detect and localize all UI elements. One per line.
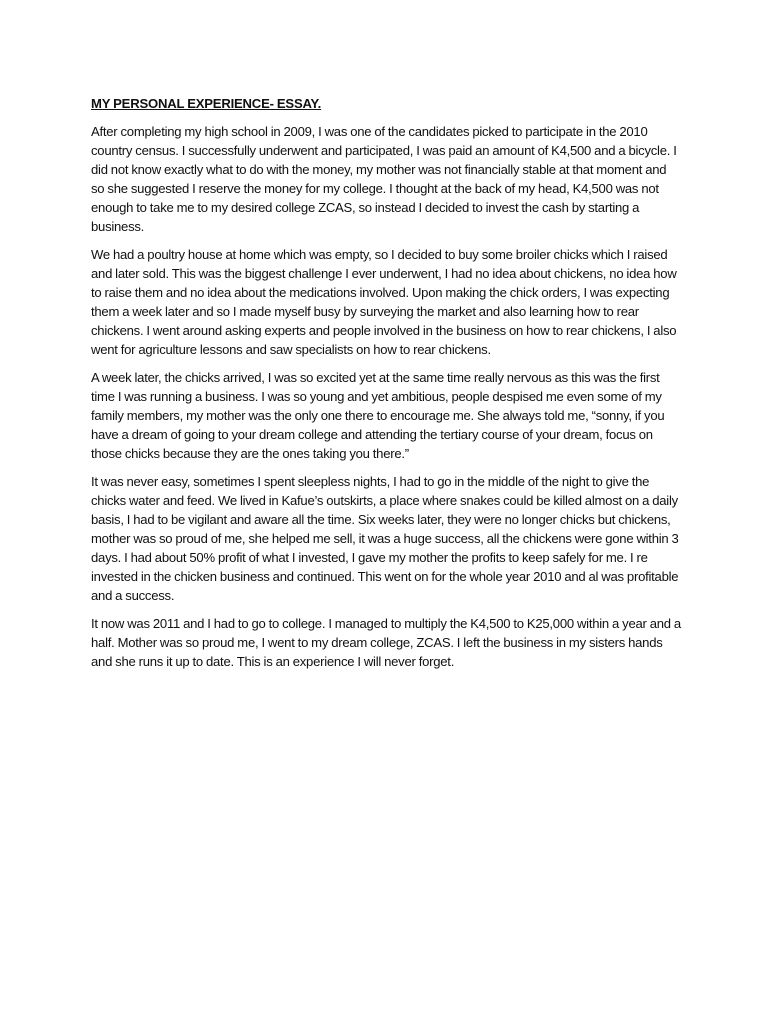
essay-paragraph-3: A week later, the chicks arrived, I was so excited yet at the same time really nervous as this was the first time I was running a business. I was so young and yet ambitious, people despised me even some of my family members, my mother was the only one there to encourage me. She always told me, “sonny, if you have a dream of going to your dream college and attending the tertiary course of your dream, focus on those chicks because they are the ones taking you there.” <box>91 370 665 461</box>
essay-paragraph-2: We had a poultry house at home which was empty, so I decided to buy some broiler chicks which I raised and later sold. This was the biggest challenge I ever underwent, I had no idea about chickens, no idea how to raise them and no idea about the medications involved. Upon making the chick orders, I was expecting them a week later and so I made myself busy by surveying the market and also learning how to rear chickens. I went around asking experts and people involved in the business on how to rear chickens, I also went for agriculture lessons and saw specialists on how to rear chickens. <box>91 247 677 357</box>
essay-paragraph-1: After completing my high school in 2009, I was one of the candidates picked to participate in the 2010 country census. I successfully underwent and participated, I was paid an amount of K4,500 and a bicycle. I did not know exactly what to do with the money, my mother was not financially stable at that moment and so she suggested I reserve the money for my college. I thought at the back of my head, K4,500 was not enough to take me to my desired college ZCAS, so instead I decided to invest the cash by starting a business. <box>91 124 677 234</box>
essay-paragraph-4: It was never easy, sometimes I spent sleepless nights, I had to go in the middle of the night to give the chicks water and feed. We lived in Kafue’s outskirts, a place where snakes could be killed almost on a daily basis, I had to be vigilant and aware all the time. Six weeks later, they were no longer chicks but chickens, mother was so proud of me, she helped me sell, it was a huge success, all the chickens were gone within 3 days. I had about 50% profit of what I invested, I gave my mother the profits to keep safely for me. I re invested in the chicken business and continued. This went on for the whole year 2010 and al was profitable and a success. <box>91 474 679 603</box>
document-page <box>91 94 681 680</box>
essay-paragraph-5: It now was 2011 and I had to go to college. I managed to multiply the K4,500 to K25,000 within a year and a half. Mother was so proud me, I went to my dream college, ZCAS. I left the business in my sisters hands and she runs it up to date. This is an experience I will never forget. <box>91 616 681 669</box>
essay-title: MY PERSONAL EXPERIENCE- ESSAY. <box>91 96 322 111</box>
